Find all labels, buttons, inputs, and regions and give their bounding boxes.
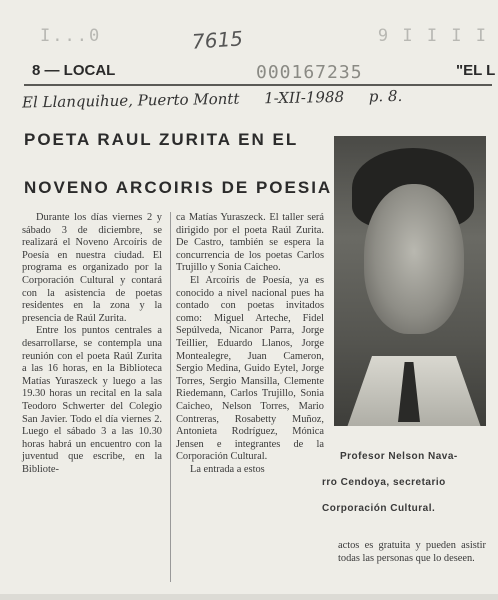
paper-name-cut: "EL L — [456, 62, 496, 79]
article-column-1 — [22, 212, 162, 476]
faded-header-text — [40, 26, 488, 46]
headline-line-2: NOVENO ARCOIRIS DE POESIA — [24, 178, 333, 197]
source-page: p. 8. — [368, 86, 403, 106]
faded-right: 9 I I I I — [377, 26, 488, 46]
photo-caption — [322, 444, 490, 522]
faded-left: I...0 — [40, 26, 102, 46]
archive-stamp-number: 000167235 — [256, 62, 363, 83]
section-label: 8 — LOCAL — [32, 62, 116, 79]
paragraph: Durante los días viernes 2 y sábado 3 de diciembre, se realizará el Noveno Arcoíris de Poesía en nuestra ciudad. El programa es organizado por la Corporación Cultural y contará con la asistencia de poetas residentes en la zona y la presencia de Raúl Zurita. — [22, 212, 162, 324]
portrait-photo — [334, 136, 486, 426]
article-column-2 — [176, 212, 324, 476]
caption-line-1: Profesor Nelson Nava- — [340, 451, 458, 462]
article-column-3 — [338, 540, 486, 565]
source-paper: El Llanquihue, Puerto Montt — [21, 89, 240, 112]
paragraph: ca Matías Yuraszeck. El taller será dirigido por el poeta Raúl Zurita. De Castro, también se espera la concurrencia de los poetas Carlos Trujillo y Sonia Caicheo. — [176, 212, 324, 274]
paragraph: El Arcoíris de Poesía, ya es conocido a nivel nacional pues ha contado con poetas invitados como: Miguel Arteche, Fidel Sepúlveda, Nicanor Parra, Jorge Teillier, Eduardo Llanos, Jorge Montealegre, Juan Cameron, Sergio Medina, Guido Eytel, Jorge Torres, Sergio Mansilla, Clemente Riedemann, Carlos Trujillo, Sonia Caicheo, Nelson Torres, Mario Contreras, Rosabetty Muñoz, Antonieta Rodríguez, Mónica Jensen e integrantes de la Corporación Cultural. — [176, 274, 324, 463]
column-divider — [170, 212, 171, 582]
bottom-edge — [0, 594, 498, 600]
headline-line-1: POETA RAUL ZURITA EN EL — [24, 130, 299, 149]
caption-line-3: Corporación Cultural. — [322, 503, 436, 514]
paragraph: Entre los puntos centrales a desarrollarse, se contempla una reunión con el poeta Raúl Zurita a las 16 horas, en la Biblioteca Matías Yuraszeck y luego a las 19.30 horas un recital en la sala Teodoro Schwerter del Colegio San Javier. Todo el día viernes 2. Luego el sábado 3 a las 10.30 horas habrá un encuentro con la juventud que escribe, en la Bibliote- — [22, 325, 162, 475]
caption-line-2: rro Cendoya, secretario — [322, 477, 446, 488]
source-date: 1-XII-1988 — [264, 87, 345, 108]
paragraph: actos es gratuita y pueden asistir todas las personas que lo deseen. — [338, 540, 486, 564]
handwritten-source-note — [22, 87, 423, 112]
photo-face — [364, 184, 464, 334]
paragraph: La entrada a estos — [190, 463, 265, 475]
handwritten-archive-number: 7615 — [191, 26, 244, 54]
